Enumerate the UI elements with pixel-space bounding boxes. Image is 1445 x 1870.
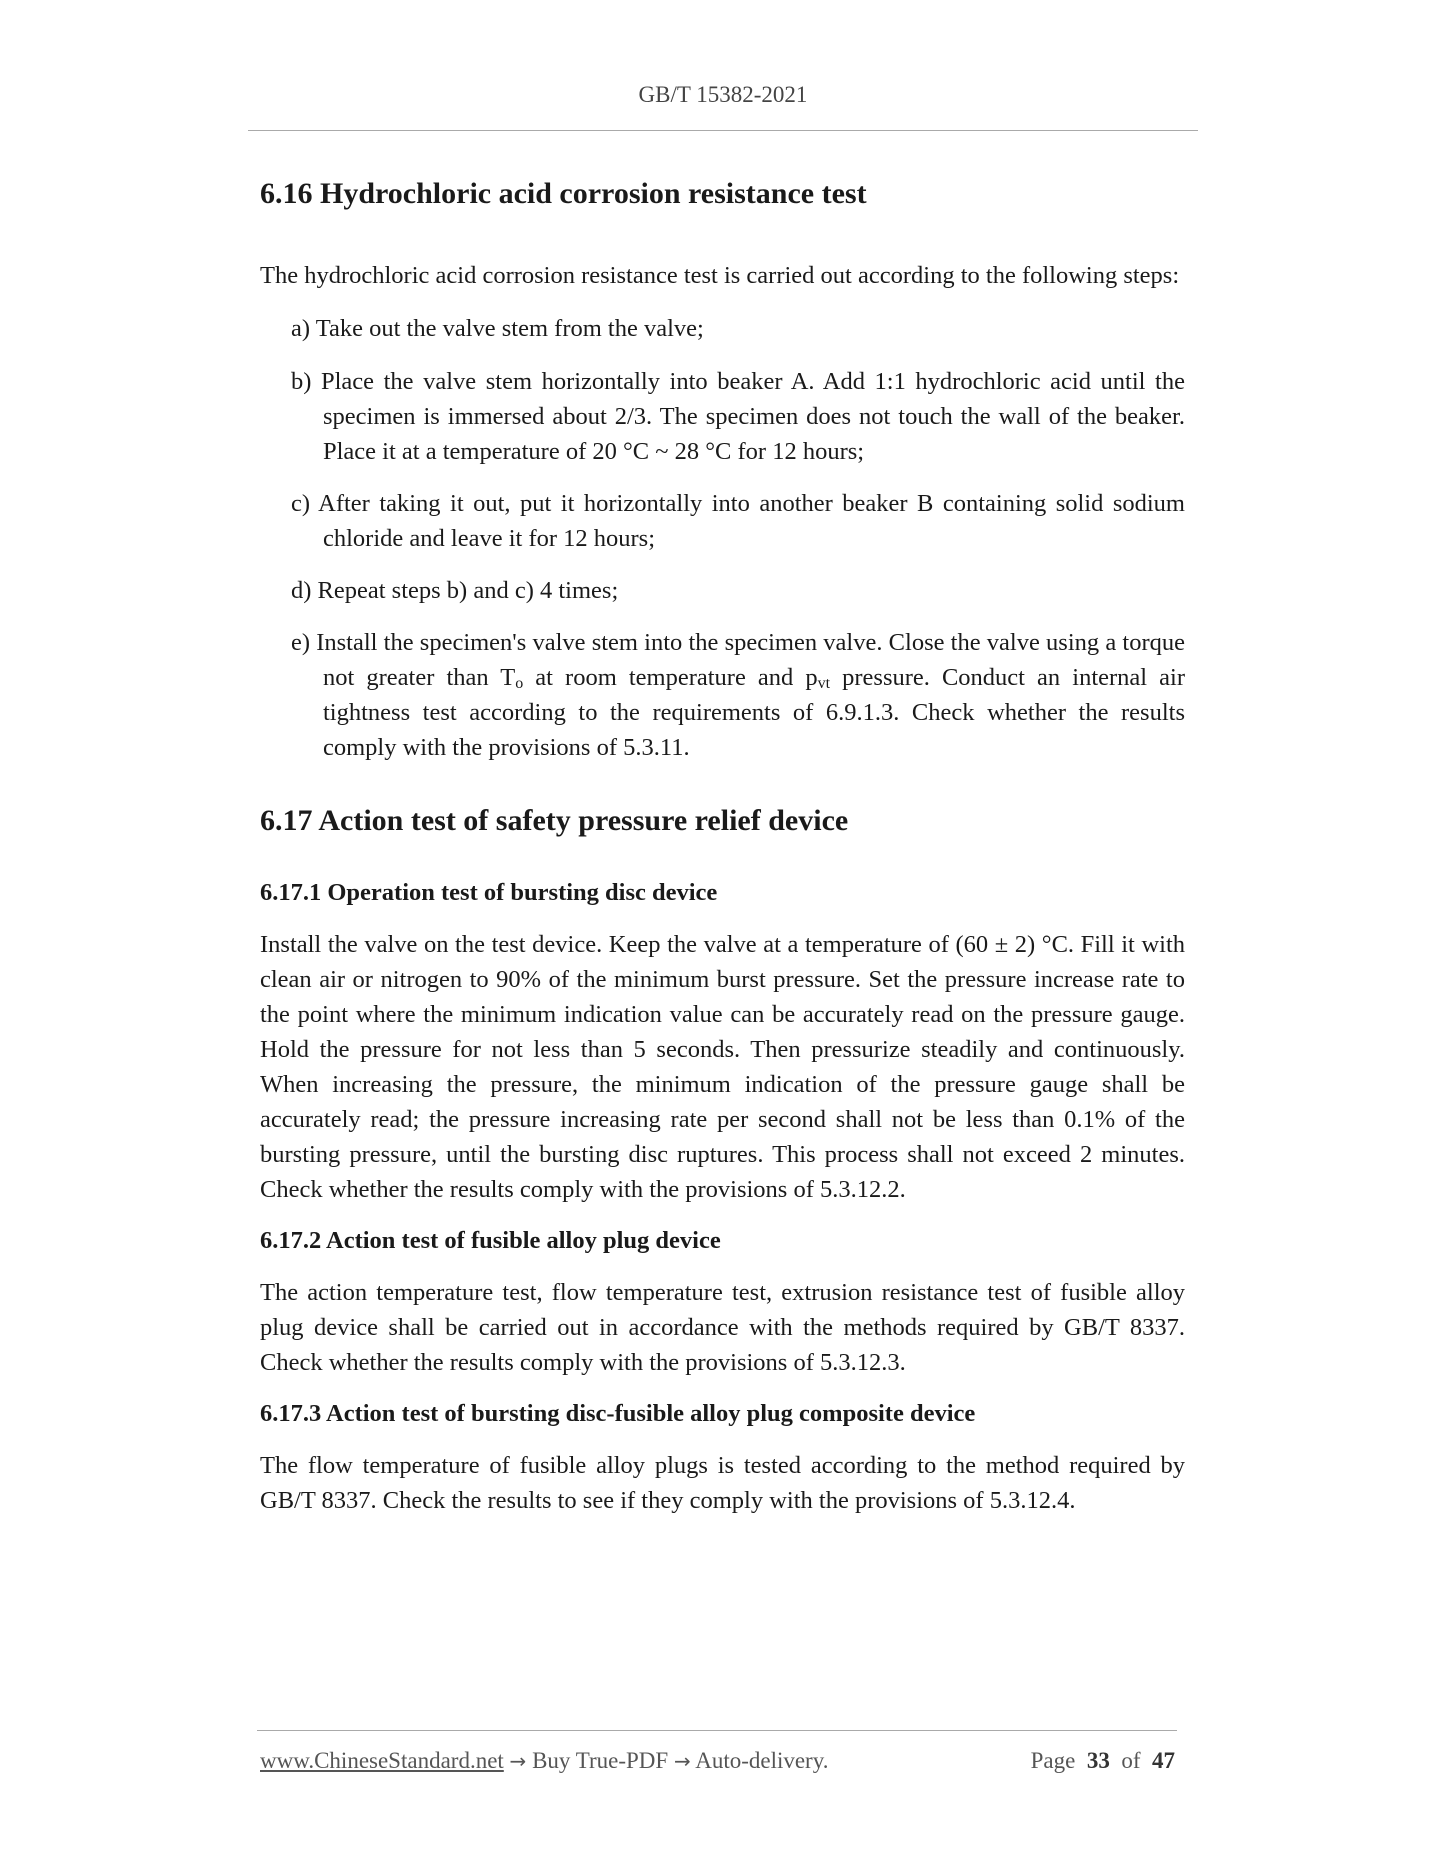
page-content	[260, 172, 1185, 1518]
step-d: d) Repeat steps b) and c) 4 times;	[291, 577, 619, 604]
footer-divider	[257, 1730, 1177, 1731]
arrow-right-icon: →	[673, 1749, 691, 1773]
step-b: b) Place the valve stem horizontally into beaker A. Add 1:1 hydrochloric acid until the specimen is immersed about 2/3. The specimen does not touch the wall of the beaker. Place it at a temperature of 20 °C ~ 28 °C for 12 hours;	[291, 368, 1185, 465]
auto-delivery-text: Auto-delivery.	[695, 1748, 829, 1773]
step-e-text-1: e) Install the specimen's valve stem into the specimen valve. Close the valve using a torque not greater than T	[291, 629, 1185, 691]
page-label: Page	[1030, 1748, 1076, 1773]
section-6-16-heading: 6.16 Hydrochloric acid corrosion resistance test	[260, 177, 867, 210]
step-e	[291, 625, 1185, 765]
section-6-16-intro: The hydrochloric acid corrosion resistance test is carried out according to the following steps:	[260, 262, 1180, 289]
step-e-text-3: pressure. Conduct an internal air tightness test according to the requirements of 6.9.1.3. Check whether the results comply with the provisions of 5.3.11.	[323, 664, 1185, 761]
pressure-subscript: vt	[817, 675, 831, 692]
total-pages-number: 47	[1152, 1748, 1175, 1773]
section-6-17-3-text: The flow temperature of fusible alloy plugs is tested according to the method required by GB/T 8337. Check the results to see if they comply with the provisions of 5.3.12.4.	[260, 1452, 1185, 1514]
page-indicator	[1031, 1748, 1175, 1774]
section-6-17-1-heading: 6.17.1 Operation test of bursting disc device	[260, 879, 718, 906]
arrow-right-icon: →	[509, 1749, 527, 1773]
step-c: c) After taking it out, put it horizontally into another beaker B containing solid sodium chloride and leave it for 12 hours;	[291, 490, 1185, 552]
section-6-17-2-text: The action temperature test, flow temperature test, extrusion resistance test of fusible alloy plug device shall be carried out in accordance with the methods required by GB/T 8337. Check whether the results comply with the provisions of 5.3.12.3.	[260, 1279, 1185, 1376]
page-footer	[260, 1748, 1175, 1774]
torque-subscript: o	[515, 675, 524, 692]
chinesestandard-link[interactable]: www.ChineseStandard.net	[260, 1748, 504, 1773]
footer-promo	[260, 1748, 828, 1774]
section-6-17-1-text: Install the valve on the test device. Keep the valve at a temperature of (60 ± 2) °C. Fill it with clean air or nitrogen to 90% of the minimum burst pressure. Set the pressure increase rate to the point where the minimum indication value can be accurately read on the pressure gauge. Hold the pressure for not less than 5 seconds. Then pressurize steadily and continuously. When increasing the pressure, the minimum indication of the pressure gauge shall be accurately read; the pressure increasing rate per second shall not be less than 0.1% of the bursting pressure, until the bursting disc ruptures. This process shall not exceed 2 minutes. Check whether the results comply with the provisions of 5.3.12.2.	[260, 931, 1185, 1203]
current-page-number: 33	[1086, 1748, 1110, 1773]
step-a: a) Take out the valve stem from the valve;	[291, 315, 704, 342]
step-e-text-2: at room temperature and p	[523, 664, 818, 691]
header-divider	[248, 130, 1198, 131]
buy-true-pdf-text: Buy True-PDF	[532, 1748, 669, 1773]
section-6-17-heading: 6.17 Action test of safety pressure relief device	[260, 804, 849, 837]
section-6-17-2-heading: 6.17.2 Action test of fusible alloy plug device	[260, 1227, 721, 1254]
running-header: GB/T 15382-2021	[638, 82, 808, 107]
of-label: of	[1121, 1748, 1141, 1773]
step-list	[291, 311, 1185, 765]
section-6-17-3-heading: 6.17.3 Action test of bursting disc-fusible alloy plug composite device	[260, 1400, 976, 1427]
